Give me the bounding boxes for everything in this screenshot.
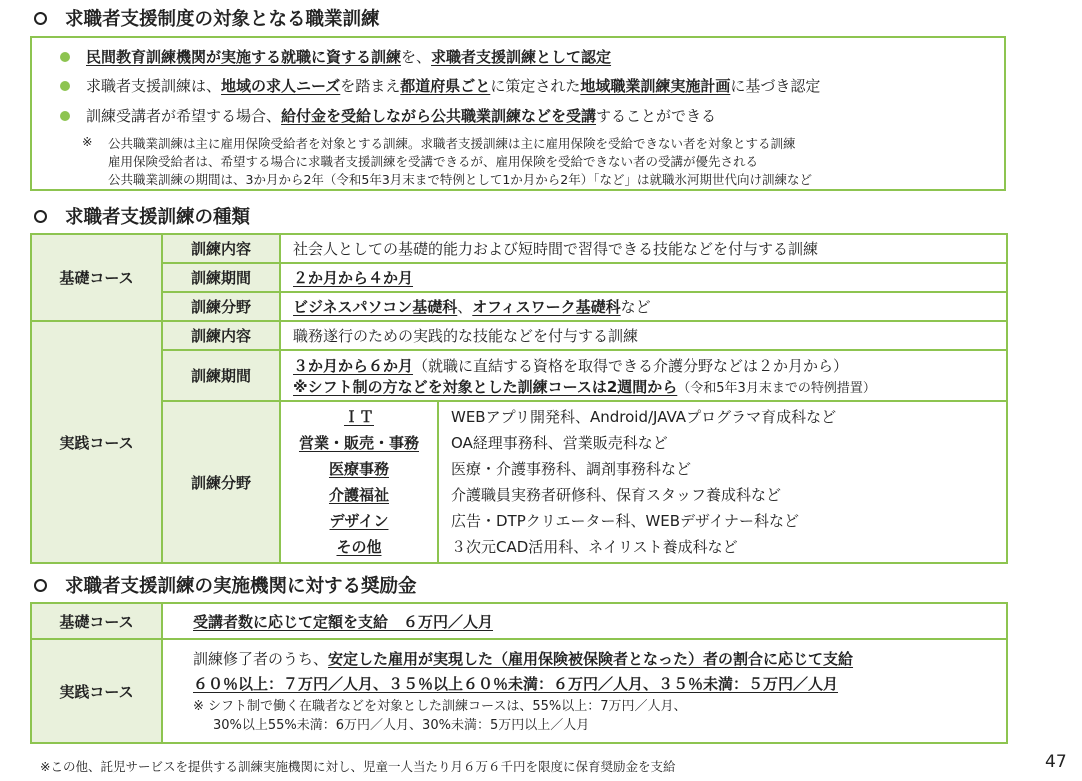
bullet-dot-icon — [60, 111, 70, 121]
field-example: 医療・介護事務科、調剤事務科など — [451, 460, 692, 478]
course-name: 基礎コース — [31, 603, 162, 639]
note-line: 公共職業訓練の期間は、3か月から2年（令和5年3月末まで特例として1か月から2年）「など」は就職氷河期世代向け訓練など — [108, 172, 812, 187]
field-example: 介護職員実務者研修科、保育スタッフ養成科など — [451, 486, 782, 504]
footnote: ※この他、託児サービスを提供する訓練実施機関に対し、児童一人当たり月６万６千円を限度に保育奨励金を支給 — [40, 759, 676, 774]
bullet-dot-icon — [60, 52, 70, 62]
field-category: ＩＴ — [343, 408, 374, 426]
incentive-table — [30, 602, 1008, 744]
course-name: 基礎コース — [31, 234, 162, 321]
field-category: 医療事務 — [328, 460, 389, 478]
training-types-table — [30, 233, 1008, 564]
field-examples — [438, 401, 1007, 563]
note-line: 公共職業訓練は主に雇用保険受給者を対象とする訓練。求職者支援訓練は主に雇用保険を受給できない者を対象とする訓練 — [108, 136, 796, 151]
field-category: デザイン — [329, 512, 389, 530]
course-name: 実践コース — [31, 321, 162, 563]
section-heading-target — [34, 5, 380, 31]
note-line: 雇用保険受給者は、希望する場合に求職者支援訓練を受講できるが、雇用保険を受給できない者の受講が優先される — [108, 154, 759, 169]
row-label: 訓練分野 — [162, 401, 280, 563]
row-label: 訓練分野 — [162, 292, 280, 321]
circle-icon — [34, 210, 47, 223]
target-training-box — [30, 36, 1006, 191]
circle-icon — [34, 12, 47, 25]
course-name: 実践コース — [31, 639, 162, 743]
bullet-item: 求職者支援訓練は、 地域の求人ニーズ を踏まえ 都道府県ごと に策定された 地域職業訓練実施計画 に基づき認定 — [60, 75, 820, 96]
field-categories — [280, 401, 438, 563]
row-label: 訓練期間 — [162, 350, 280, 401]
field-example: ３次元CAD活用科、ネイリスト養成科など — [451, 538, 738, 556]
note-mark: ※ — [82, 134, 93, 149]
row-label: 訓練内容 — [162, 321, 280, 350]
field-category: 介護福祉 — [328, 486, 389, 504]
training-field: ビジネスパソコン基礎科、オフィスワーク基礎科など — [280, 292, 1007, 321]
field-category: 営業・販売・事務 — [298, 434, 419, 452]
row-label: 訓練内容 — [162, 234, 280, 263]
row-label: 訓練期間 — [162, 263, 280, 292]
circle-icon — [34, 579, 47, 592]
section-title: 求職者支援制度の対象となる職業訓練 — [65, 9, 380, 30]
section-title: 求職者支援訓練の実施機関に対する奨励金 — [65, 576, 417, 597]
incentive-practice: 訓練修了者のうち、安定した雇用が実現した（雇用保険被保険者となった）者の割合に応じて支給 ６０％以上：７万円／人月、３５％以上６０％未満：６万円／人月、３５％未満：５万円／人月 ※ シフト制で働く在職者などを対象とした訓練コースは、55%以上：7万円／人月、 30%以上55%未満：6万円／人月、30%未満：5万円以上／人月 — [162, 639, 1007, 743]
field-example: WEBアプリ開発科、Android/JAVAプログラマ育成科など — [451, 408, 837, 426]
bullet-dot-icon — [60, 81, 70, 91]
training-content: 社会人としての基礎的能力および短時間で習得できる技能などを付与する訓練 — [280, 234, 1007, 263]
field-example: 広告・DTPクリエーター科、WEBデザイナー科など — [451, 512, 800, 530]
section-heading-types — [34, 203, 250, 229]
section-title: 求職者支援訓練の種類 — [65, 207, 251, 228]
bullet-item: 民間教育訓練機関が実施する就職に資する訓練 を、 求職者支援訓練として認定 — [60, 46, 611, 67]
bullet-item: 訓練受講者が希望する場合、 給付金を受給しながら公共職業訓練などを受講 することができる — [60, 105, 716, 126]
training-content: 職務遂行のための実践的な技能などを付与する訓練 — [280, 321, 1007, 350]
incentive-basic: 受講者数に応じて定額を支給 ６万円／人月 — [162, 603, 1007, 639]
section-heading-incentive — [34, 572, 417, 598]
training-period: ３か月から６か月（就職に直結する資格を取得できる介護分野などは２か月から） ※シフト制の方などを対象とした訓練コースは2週間から（令和5年3月末までの特例措置） — [280, 350, 1007, 401]
field-category: その他 — [336, 538, 382, 556]
training-period: ２か月から４か月 — [280, 263, 1007, 292]
page-number: 47 — [1045, 752, 1067, 772]
field-example: OA経理事務科、営業販売科など — [451, 434, 668, 452]
